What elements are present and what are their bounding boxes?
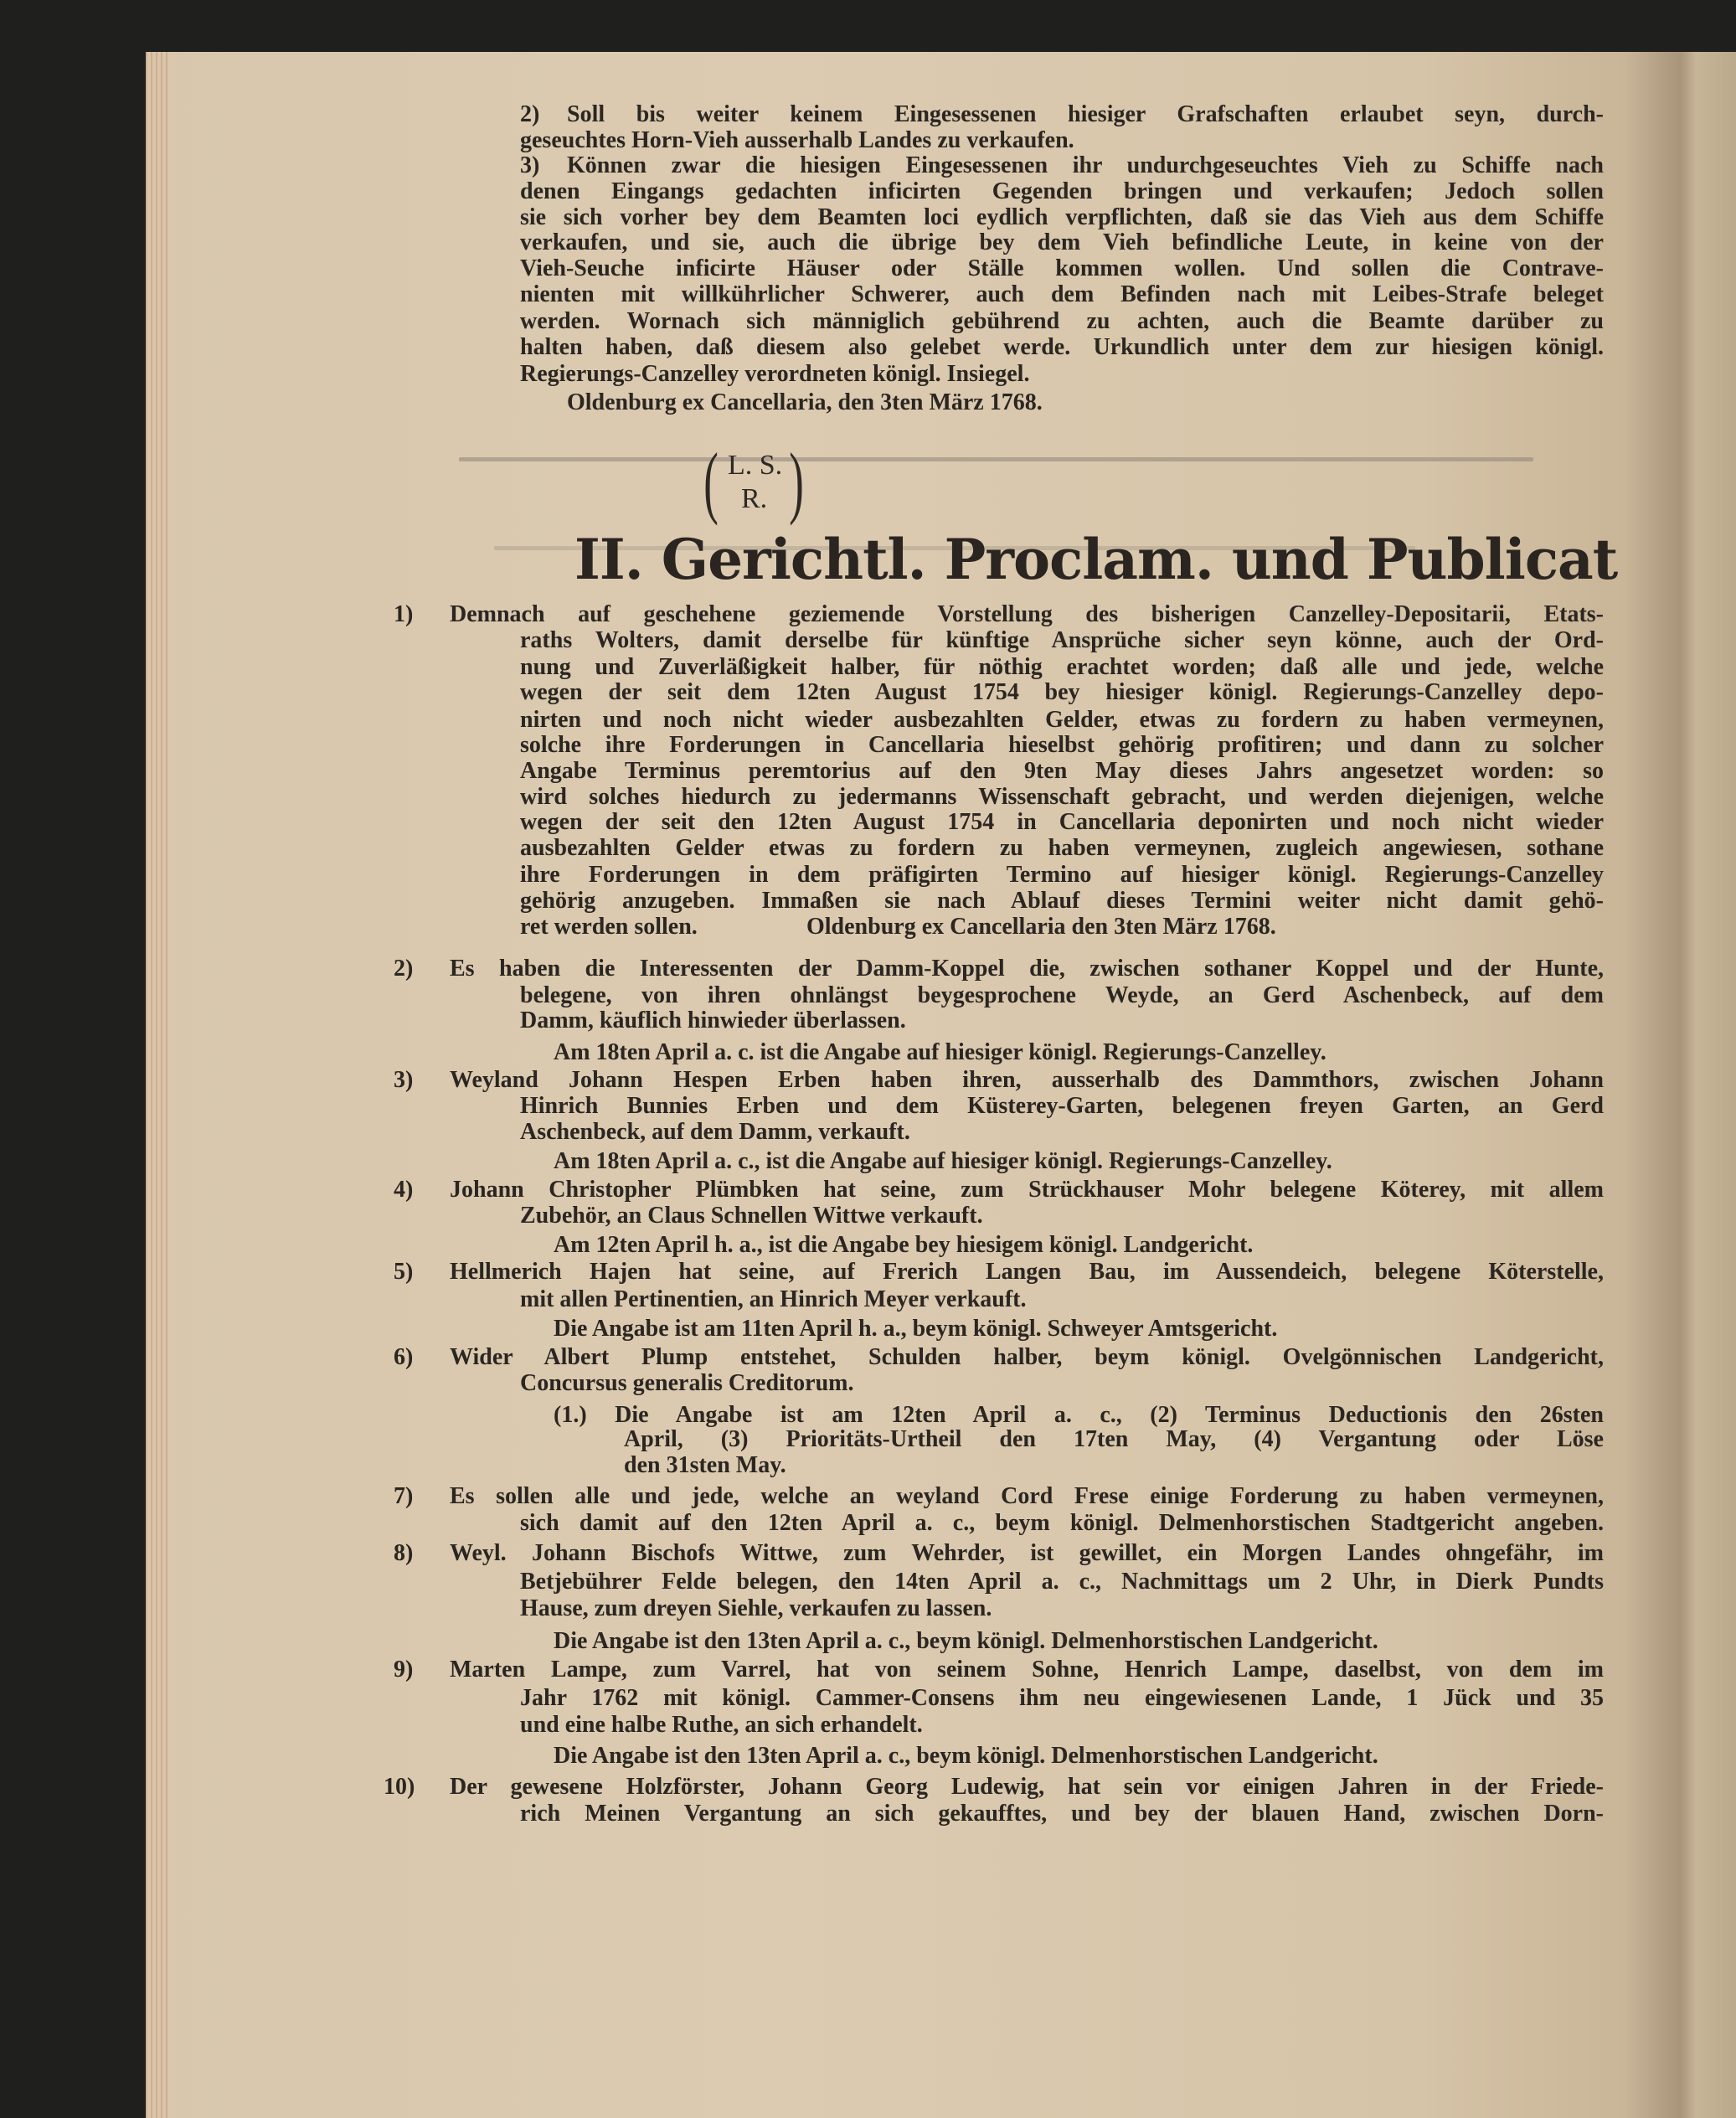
item-number: 10) <box>384 1774 415 1800</box>
item-line: Es sollen alle und jede, welche an weyland Cord Frese einige Forderung zu haben vermeynen, <box>450 1483 1604 1509</box>
item-line: wegen der seit den 12ten August 1754 in Cancellaria deponirten und noch nicht wieder <box>520 809 1604 835</box>
text-line: werden. Wornach sich männiglich gebührend zu achten, auch die Beamte darüber zu <box>520 308 1604 334</box>
item-number: 8) <box>394 1540 414 1566</box>
item-line: Die Angabe ist den 13ten April a. c., beym königl. Delmenhorstischen Landgericht. <box>554 1743 1378 1769</box>
seal-bracket-right: ) <box>789 436 804 526</box>
item-line: Die Angabe ist den 13ten April a. c., beym königl. Delmenhorstischen Landgericht. <box>554 1628 1378 1654</box>
item-line: ret werden sollen. <box>520 914 698 940</box>
text-line: geseuchtes Horn-Vieh ausserhalb Landes zu verkaufen. <box>520 127 1074 153</box>
item-line: Hinrich Bunnies Erben und dem Küsterey-Garten, belegenen freyen Garten, an Gerd <box>520 1093 1604 1119</box>
dating-line: Oldenburg ex Cancellaria, den 3ten März 1768. <box>567 389 1043 415</box>
text-line: sie sich vorher bey dem Beamten loci eydlich verpflichten, daß sie das Vieh aus dem Schiffe <box>520 204 1604 230</box>
text-line: nienten mit willkührlicher Schwerer, auch dem Befinden nach mit Leibes-Strafe beleget <box>520 281 1604 307</box>
item-line: sich damit auf den 12ten April a. c., beym königl. Delmenhorstischen Stadtgericht angeben. <box>520 1510 1604 1536</box>
item-line: ausbezahlten Gelder etwas zu fordern zu haben vermeynen, zugleich angewiesen, sothane <box>520 835 1604 861</box>
item-line: nung und Zuverläßigkeit halber, für nöthig erachtet worden; daß alle und jede, welche <box>520 654 1604 680</box>
text-line: Soll bis weiter keinem Eingesessenen hiesiger Grafschaften erlaubet seyn, durch- <box>567 101 1604 127</box>
item-line: raths Wolters, damit derselbe für künftige Ansprüche sicher seyn könne, auch der Ord- <box>520 627 1604 653</box>
item-number: 3) <box>520 152 540 178</box>
item-line: Johann Christopher Plümbken hat seine, zum Strückhauser Mohr belegene Köterey, mit allem <box>450 1177 1604 1203</box>
item-line: belegene, von ihren ohnlängst beygesprochene Weyde, an Gerd Aschenbeck, auf dem <box>520 982 1604 1008</box>
item-line: wird solches hiedurch zu jedermanns Wissenschaft gebracht, und werden diejenigen, welche <box>520 784 1604 810</box>
item-number: 4) <box>394 1177 414 1203</box>
item-line: ihre Forderungen in dem präfigirten Termino auf hiesiger königl. Regierungs-Canzelley <box>520 862 1604 888</box>
item-line: rich Meinen Vergantung an sich gekaufftes, und bey der blauen Hand, zwischen Dorn- <box>520 1801 1604 1827</box>
seal-top: L. S. <box>728 450 783 481</box>
item-line: Weyland Johann Hespen Erben haben ihren, ausserhalb des Dammthors, zwischen Johann <box>450 1067 1604 1093</box>
item-line: Damm, käuflich hinwieder überlassen. <box>520 1007 906 1033</box>
item-line: Marten Lampe, zum Varrel, hat von seinem Sohne, Henrich Lampe, daselbst, von dem im <box>450 1657 1604 1683</box>
item-line: wegen der seit dem 12ten August 1754 bey hiesiger königl. Regierungs-Canzelley depo- <box>520 679 1604 705</box>
item-line: solche ihre Forderungen in Cancellaria hieselbst gehörig profitiren; und dann zu solcher <box>520 732 1604 758</box>
item-line: Hause, zum dreyen Siehle, verkaufen zu lassen. <box>520 1595 992 1621</box>
item-line: Am 18ten April a. c., ist die Angabe auf hiesiger königl. Regierungs-Canzelley. <box>554 1148 1332 1174</box>
text-line: denen Eingangs gedachten inficirten Gegenden bringen und verkaufen; Jedoch sollen <box>520 178 1604 204</box>
item-line: den 31sten May. <box>624 1452 786 1478</box>
item-line: Demnach auf geschehene geziemende Vorstellung des bisherigen Canzelley-Depositarii, Etats- <box>450 601 1604 627</box>
item-line: Hellmerich Hajen hat seine, auf Frerich Langen Bau, im Aussendeich, belegene Köterstelle, <box>450 1259 1604 1285</box>
item-line: Der gewesene Holzförster, Johann Georg Ludewig, hat sein vor einigen Jahren in der Friede- <box>450 1774 1604 1800</box>
item-line: Am 12ten April h. a., ist die Angabe bey hiesigem königl. Landgericht. <box>554 1232 1254 1258</box>
item-line: gehörig anzugeben. Immaßen sie nach Ablauf dieses Termini weiter nicht damit gehö- <box>520 888 1604 914</box>
item-number: 3) <box>394 1067 414 1093</box>
item-line: Oldenburg ex Cancellaria den 3ten März 1768. <box>806 914 1276 940</box>
item-number: 1) <box>394 601 414 627</box>
item-number: 2) <box>394 956 414 982</box>
item-line: Es haben die Interessenten der Damm-Koppel die, zwischen sothaner Koppel und der Hunte, <box>450 956 1604 982</box>
item-line: (1.) Die Angabe ist am 12ten April a. c., (2) Terminus Deductionis den 26sten <box>554 1402 1604 1428</box>
item-number: 9) <box>394 1657 414 1683</box>
item-number: 2) <box>520 101 540 127</box>
text-line: halten haben, daß diesem also gelebet werde. Urkundlich unter dem zur hiesigen königl. <box>520 334 1604 360</box>
item-line: Betjebührer Felde belegen, den 14ten April a. c., Nachmittags um 2 Uhr, in Dierk Pundts <box>520 1569 1604 1595</box>
item-line: Jahr 1762 mit königl. Cammer-Consens ihm neu eingewiesenen Lande, 1 Jück und 35 <box>520 1685 1604 1711</box>
section-heading: II. Gerichtl. Proclam. und Publicat <box>574 527 1618 592</box>
divider-rule <box>459 457 1533 461</box>
item-line: Aschenbeck, auf dem Damm, verkauft. <box>520 1119 910 1145</box>
item-line: Zubehör, an Claus Schnellen Wittwe verkauft. <box>520 1203 983 1229</box>
item-line: Concursus generalis Creditorum. <box>520 1370 854 1396</box>
text-line: Können zwar die hiesigen Eingesessenen ihr undurchgeseuchtes Vieh zu Schiffe nach <box>567 152 1604 178</box>
seal-bracket-left: ( <box>703 436 719 526</box>
item-line: Die Angabe ist am 11ten April h. a., beym königl. Schweyer Amtsgericht. <box>554 1316 1278 1342</box>
text-line: Regierungs-Canzelley verordneten königl. Insiegel. <box>520 361 1030 387</box>
item-number: 7) <box>394 1483 414 1509</box>
item-line: und eine halbe Ruthe, an sich erhandelt. <box>520 1712 923 1738</box>
item-number: 6) <box>394 1344 414 1370</box>
item-line: Wider Albert Plump entstehet, Schulden halber, beym königl. Ovelgönnischen Landgericht, <box>450 1344 1604 1370</box>
text-line: verkaufen, und sie, auch die übrige bey dem Vieh befindliche Leute, in keine von der <box>520 229 1604 255</box>
item-line: Am 18ten April a. c. ist die Angabe auf hiesiger königl. Regierungs-Canzelley. <box>554 1039 1326 1065</box>
item-number: 5) <box>394 1259 414 1285</box>
seal-mark <box>703 436 811 526</box>
seal-bottom: R. <box>741 483 768 514</box>
item-line: mit allen Pertinentien, an Hinrich Meyer verkauft. <box>520 1286 1027 1312</box>
item-line: nirten und noch nicht wieder ausbezahlten Gelder, etwas zu fordern zu haben vermeynen, <box>520 707 1604 733</box>
item-line: April, (3) Prioritäts-Urtheil den 17ten May, (4) Vergantung oder Löse <box>624 1426 1604 1452</box>
item-line: Weyl. Johann Bischofs Wittwe, zum Wehrder, ist gewillet, ein Morgen Landes ohngefähr, im <box>450 1540 1604 1566</box>
item-line: Angabe Terminus peremtorius auf den 9ten May dieses Jahrs angesetzet worden: so <box>520 758 1604 784</box>
text-line: Vieh-Seuche inficirte Häuser oder Ställe kommen wollen. Und sollen die Contrave- <box>520 255 1604 281</box>
